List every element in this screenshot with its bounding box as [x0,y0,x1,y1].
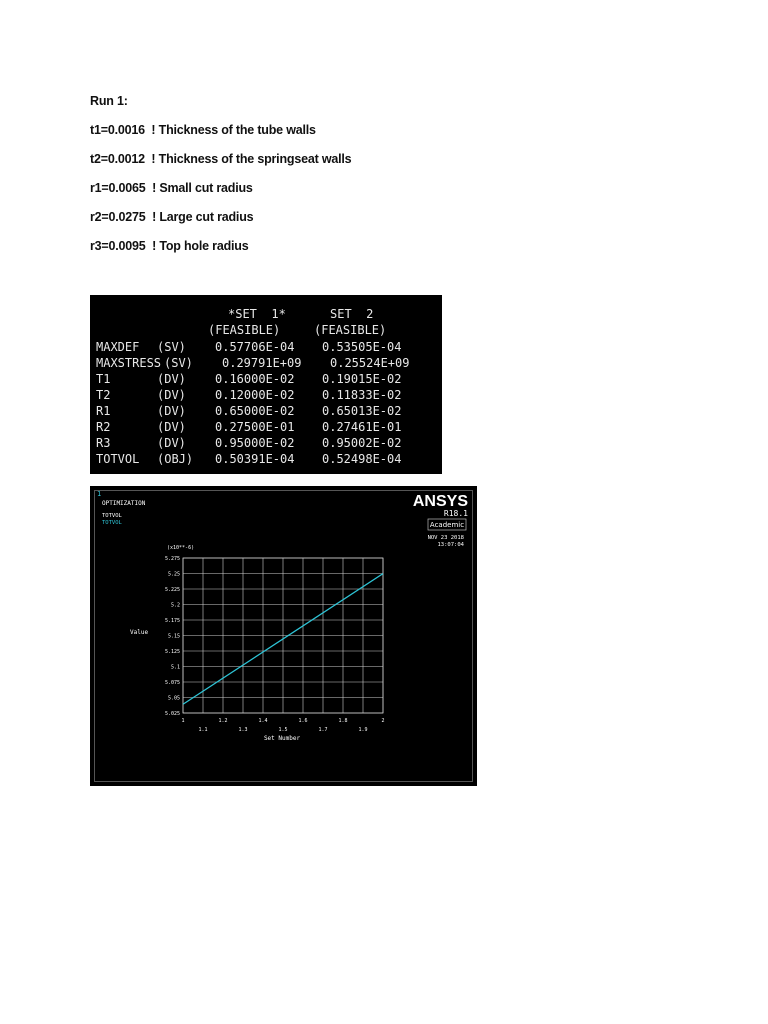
y-multiplier-label: (x10**-6) [167,545,195,551]
table-header-set2: SET 2 [330,307,374,321]
window-number: 1 [97,490,102,498]
x-tick-label: 2 [381,718,385,724]
x-axis-label: Set Number [263,735,301,742]
table-row-kind: (DV) [157,436,186,450]
y-tick-label: 5.15 [167,633,180,640]
table-row-set1-value: 0.65000E-02 [215,404,295,418]
table-status-set1: (FEASIBLE) [208,323,281,337]
x-tick-label: 1 [181,718,185,724]
table-row-set2-value: 0.65013E-02 [322,404,402,418]
table-row-set2-value: 0.95002E-02 [322,436,402,450]
table-row-set1-value: 0.57706E-04 [215,340,295,354]
param-line-r2: r2=0.0275 ! Large cut radius [90,210,254,224]
x-tick-label: 1.6 [298,718,308,724]
edition-label: Academic [429,521,465,529]
ansys-optimization-plot [90,486,477,786]
table-row-kind: (SV) [164,356,193,370]
table-row-set1-value: 0.50391E-04 [215,452,295,466]
table-row-name: T2 [96,388,111,402]
y-tick-label: 5.25 [167,571,180,578]
x-tick-label: 1.9 [358,727,368,733]
x-tick-label: 1.5 [278,727,288,733]
table-row-set1-value: 0.95000E-02 [215,436,295,450]
table-row-kind: (OBJ) [157,452,194,466]
table-row-kind: (DV) [157,404,186,418]
x-tick-label: 1.7 [318,727,328,733]
table-row-name: MAXSTRESS [96,356,162,370]
y-tick-label: 5.175 [164,617,180,624]
y-tick-label: 5.275 [164,555,180,562]
y-tick-label: 5.075 [164,679,180,686]
plot-date: NOV 23 2018 [427,535,464,541]
y-tick-labels [165,556,180,717]
param-line-r1: r1=0.0065 ! Small cut radius [90,181,253,195]
table-row-set1-value: 0.16000E-02 [215,372,295,386]
legend-label: TOTVOL [102,513,122,519]
table-row-set1-value: 0.12000E-02 [215,388,295,402]
optimization-sets-table [90,295,442,474]
x-tick-labels [181,718,384,733]
table-row-kind: (DV) [157,372,186,386]
table-row-set2-value: 0.25524E+09 [330,356,410,370]
plot-time: 13:07:04 [437,542,464,548]
y-tick-label: 5.225 [164,586,180,593]
y-tick-label: 5.125 [164,648,180,655]
table-row-set2-value: 0.52498E-04 [322,452,402,466]
param-line-t1: t1=0.0016 ! Thickness of the tube walls [90,123,316,137]
run-heading: Run 1: [90,94,128,108]
legend-series-name: TOTVOL [102,520,122,526]
param-line-r3: r3=0.0095 ! Top hole radius [90,239,249,253]
x-tick-label: 1.3 [238,727,248,733]
table-row-kind: (SV) [157,340,186,354]
y-axis-label: Value [130,629,149,636]
table-row-name: R2 [96,420,111,434]
table-row-set2-value: 0.11833E-02 [322,388,402,402]
table-row-name: T1 [96,372,111,386]
table-row-name: TOTVOL [96,452,140,466]
y-tick-label: 5.1 [170,664,180,671]
plot-canvas [90,486,477,786]
table-row-set2-value: 0.27461E-01 [322,420,402,434]
table-row-set1-value: 0.29791E+09 [222,356,302,370]
table-row-name: R3 [96,436,111,450]
table-status-set2: (FEASIBLE) [314,323,387,337]
x-tick-label: 1.2 [218,718,228,724]
ansys-logo-text: ANSYS [412,493,468,510]
param-line-t2: t2=0.0012 ! Thickness of the springseat walls [90,152,352,166]
x-tick-label: 1.1 [198,727,208,733]
table-row-name: R1 [96,404,111,418]
table-row-kind: (DV) [157,420,186,434]
table-header-set1: *SET 1* [228,307,286,321]
plot-grid [183,558,383,713]
y-tick-label: 5.025 [164,710,180,717]
table-row-set2-value: 0.53505E-04 [322,340,402,354]
version-label: R18.1 [443,509,468,518]
table-row-set1-value: 0.27500E-01 [215,420,295,434]
table-row-set2-value: 0.19015E-02 [322,372,402,386]
x-tick-label: 1.8 [338,718,348,724]
x-tick-label: 1.4 [258,718,268,724]
plot-title: OPTIMIZATION [102,500,146,507]
table-row-name: MAXDEF [96,340,140,354]
table-row-kind: (DV) [157,388,186,402]
y-tick-label: 5.2 [170,602,180,609]
y-tick-label: 5.05 [167,695,180,702]
